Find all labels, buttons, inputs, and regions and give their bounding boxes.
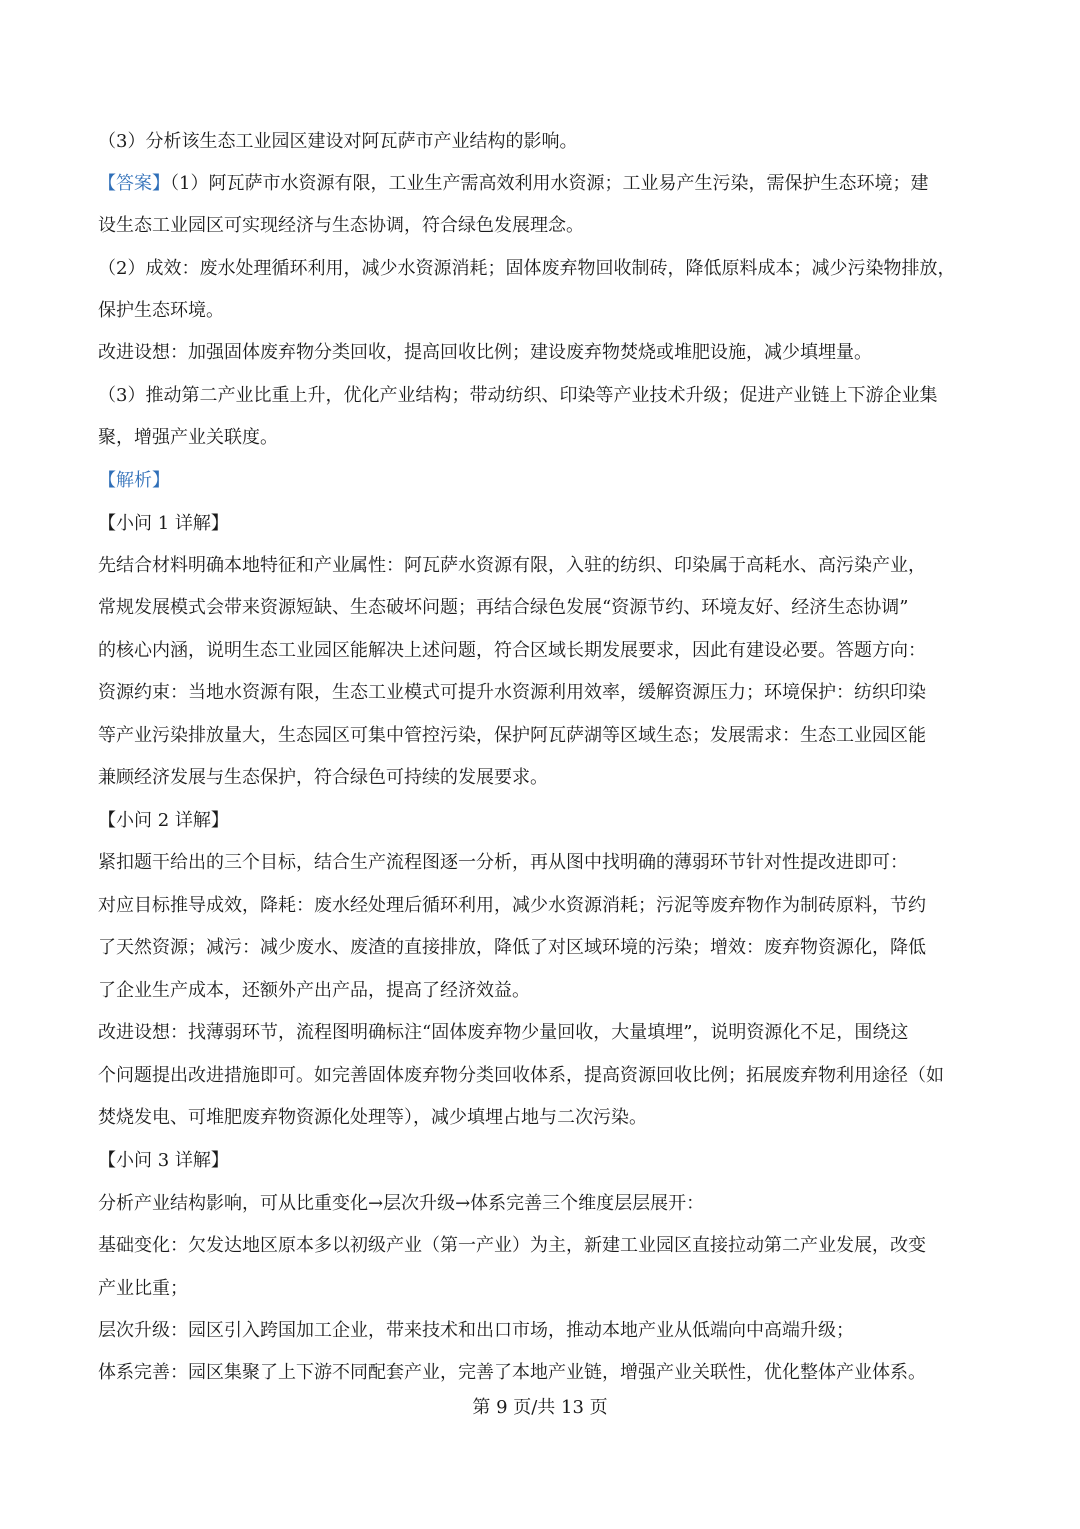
sub1-line-6: 兼顾经济发展与生态保护，符合绿色可持续的发展要求。 bbox=[98, 767, 548, 788]
answer-line-1 bbox=[98, 170, 998, 198]
sub3-heading: 【小问 3 详解】 bbox=[98, 1150, 229, 1171]
sub3-line-3: 产业比重； bbox=[98, 1278, 188, 1299]
sub2-heading: 【小问 2 详解】 bbox=[98, 810, 229, 831]
sub1-line-5: 等产业污染排放量大，生态园区可集中管控污染，保护阿瓦萨湖等区域生态；发展需求：生态工业园区能 bbox=[98, 725, 926, 746]
sub1-line-3: 的核心内涵，说明生态工业园区能解决上述问题，符合区域长期发展要求，因此有建设必要。答题方向： bbox=[98, 640, 926, 661]
sub2-line-7: 焚烧发电、可堆肥废弃物资源化处理等），减少填埋占地与二次污染。 bbox=[98, 1107, 647, 1128]
sub2-line-5: 改进设想：找薄弱环节，流程图明确标注“固体废弃物少量回收，大量填埋”，说明资源化不足，围绕这 bbox=[98, 1022, 909, 1043]
answer-line-4: 保护生态环境。 bbox=[98, 300, 224, 321]
sub1-heading: 【小问 1 详解】 bbox=[98, 513, 229, 534]
sub2-line-2: 对应目标推导成效，降耗：废水经处理后循环利用，减少水资源消耗；污泥等废弃物作为制砖原料，节约 bbox=[98, 895, 926, 916]
sub2-line-4: 了企业生产成本，还额外产出产品，提高了经济效益。 bbox=[98, 980, 530, 1001]
sub3-line-2: 基础变化：欠发达地区原本多以初级产业（第一产业）为主，新建工业园区直接拉动第二产业发展，改变 bbox=[98, 1235, 926, 1256]
answer-line-6: （3）推动第二产业比重上升，优化产业结构；带动纺织、印染等产业技术升级；促进产业链上下游企业集 bbox=[98, 385, 938, 406]
answer-line-2: 设生态工业园区可实现经济与生态协调，符合绿色发展理念。 bbox=[98, 215, 584, 236]
sub1-line-4: 资源约束：当地水资源有限，生态工业模式可提升水资源利用效率，缓解资源压力；环境保护：纺织印染 bbox=[98, 682, 926, 703]
sub1-line-2: 常规发展模式会带来资源短缺、生态破坏问题；再结合绿色发展“资源节约、环境友好、经济生态协调” bbox=[98, 597, 909, 618]
answer-line-3: （2）成效：废水处理循环利用，减少水资源消耗；固体废弃物回收制砖，降低原料成本；减少污染物排放， bbox=[98, 258, 956, 279]
sub3-line-1: 分析产业结构影响，可从比重变化→层次升级→体系完善三个维度层层展开： bbox=[98, 1193, 705, 1214]
sub2-line-6: 个问题提出改进措施即可。如完善固体废弃物分类回收体系，提高资源回收比例；拓展废弃物利用途径（如 bbox=[98, 1065, 944, 1086]
page-footer: 第 9 页/共 13 页 bbox=[472, 1397, 608, 1418]
sub1-line-1: 先结合材料明确本地特征和产业属性：阿瓦萨水资源有限，入驻的纺织、印染属于高耗水、高污染产业， bbox=[98, 555, 926, 576]
sub3-line-5: 体系完善：园区集聚了上下游不同配套产业，完善了本地产业链，增强产业关联性，优化整体产业体系。 bbox=[98, 1362, 926, 1383]
sub2-line-1: 紧扣题干给出的三个目标，结合生产流程图逐一分析，再从图中找明确的薄弱环节针对性提改进即可： bbox=[98, 852, 908, 873]
question-3: （3）分析该生态工业园区建设对阿瓦萨市产业结构的影响。 bbox=[98, 131, 578, 152]
answer-line-7: 聚，增强产业关联度。 bbox=[98, 427, 278, 448]
sub2-line-3: 了天然资源；减污：减少废水、废渣的直接排放，降低了对区域环境的污染；增效：废弃物资源化，降低 bbox=[98, 937, 926, 958]
answer-tag: 【答案】 bbox=[98, 173, 170, 194]
answer-text: （1）阿瓦萨市水资源有限，工业生产需高效利用水资源；工业易产生污染，需保护生态环境；建 bbox=[170, 173, 929, 194]
sub3-line-4: 层次升级：园区引入跨国加工企业，带来技术和出口市场，推动本地产业从低端向中高端升级； bbox=[98, 1320, 854, 1341]
answer-line-5: 改进设想：加强固体废弃物分类回收，提高回收比例；建设废弃物焚烧或堆肥设施，减少填埋量。 bbox=[98, 342, 872, 363]
analysis-tag: 【解析】 bbox=[98, 470, 170, 491]
